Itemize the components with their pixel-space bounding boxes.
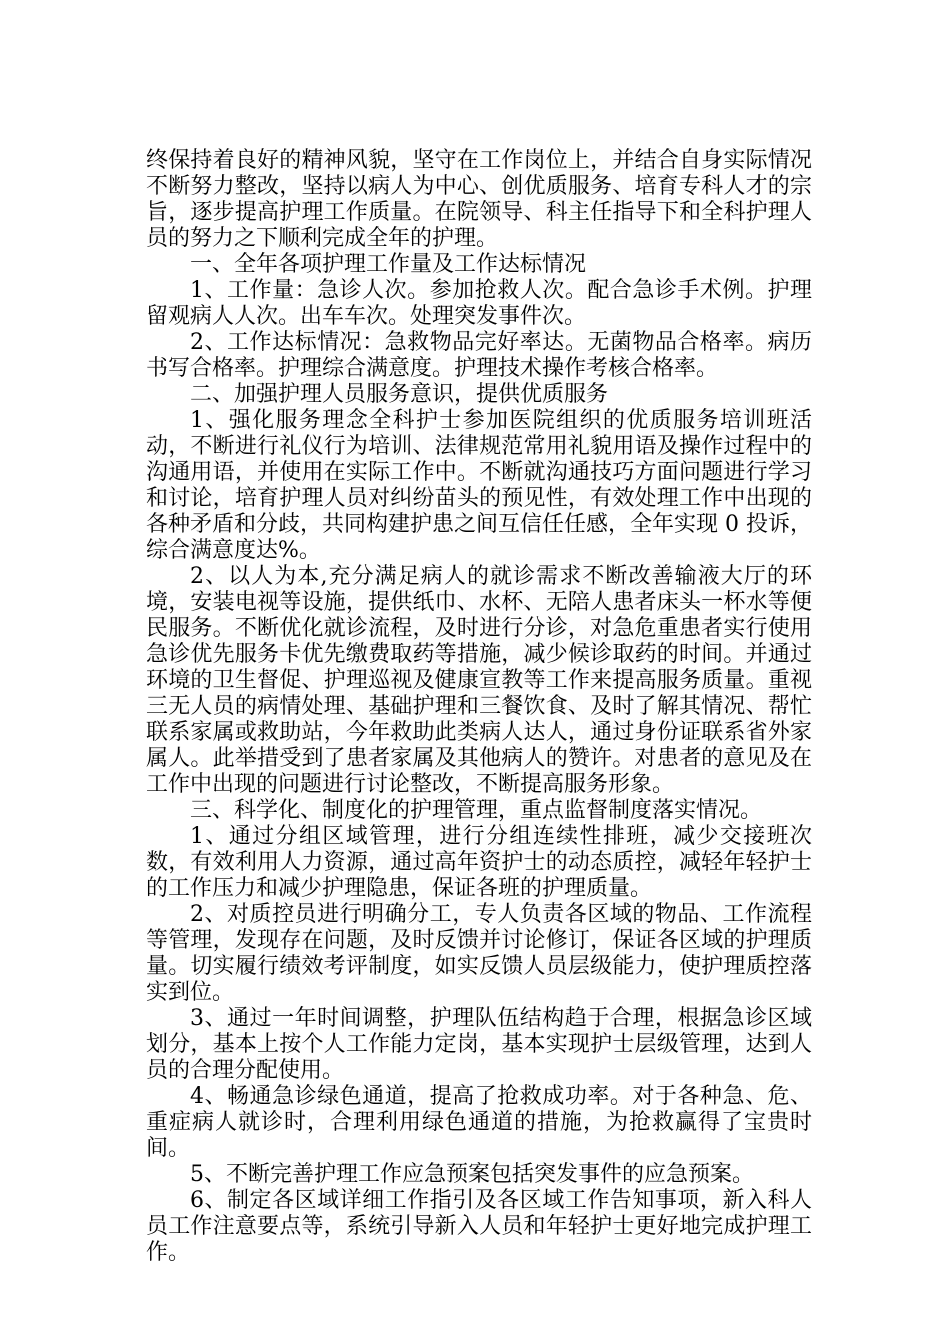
paragraph-2-2: 2、以人为本,充分满足病人的就诊需求不断改善输液大厅的环境，安装电视等设施，提供纸巾、水杯、无陪人患者床头一杯水等便民服务。不断优化就诊流程，及时进行分诊，对急危重患者实行使用急诊优先服务卡优先缴费取药等措施，减少候诊取药的时间。并通过环境的卫生督促、护理巡视及健康宣教等工作来提高服务质量。重视三无人员的病情处理、基础护理和三餐饮食、及时了解其情况、帮忙联系家属或救助站，今年救助此类病人达人，通过身份证联系省外家属人。此举措受到了患者家属及其他病人的赞许。对患者的意见及在工作中出现的问题进行讨论整改，不断提高服务形象。 (146, 564, 812, 797)
section-heading-3: 三、科学化、制度化的护理管理，重点监督制度落实情况。 (190, 798, 763, 823)
section-heading-2: 二、加强护理人员服务意识，提供优质服务 (190, 382, 609, 407)
paragraph-3-6: 6、制定各区域详细工作指引及各区域工作告知事项，新入科人员工作注意要点等，系统引导新入人员和年轻护士更好地完成护理工作。 (146, 1188, 812, 1265)
paragraph-1-2: 2、工作达标情况：急救物品完好率达。无菌物品合格率。病历书写合格率。护理综合满意度。护理技术操作考核合格率。 (146, 330, 812, 381)
paragraph-1-1: 1、工作量：急诊人次。参加抢救人次。配合急诊手术例。护理留观病人人次。出车车次。处理突发事件次。 (146, 278, 812, 329)
paragraph-3-3: 3、通过一年时间调整，护理队伍结构趋于合理，根据急诊区域划分，基本上按个人工作能力定岗，基本实现护士层级管理，达到人员的合理分配使用。 (146, 1006, 812, 1083)
paragraph-2-1: 1、强化服务理念全科护士参加医院组织的优质服务培训班活动，不断进行礼仪行为培训、法律规范常用礼貌用语及操作过程中的沟通用语，并使用在实际工作中。不断就沟通技巧方面问题进行学习和讨论，培育护理人员对纠纷苗头的预见性，有效处理工作中出现的各种矛盾和分歧，共同构建护患之间互信任任感，全年实现 0 投诉，综合满意度达%。 (146, 408, 812, 563)
paragraph-intro: 终保持着良好的精神风貌，坚守在工作岗位上，并结合自身实际情况不断努力整改，坚持以病人为中心、创优质服务、培育专科人才的宗旨，逐步提高护理工作质量。在院领导、科主任指导下和全科护理人员的努力之下顺利完成全年的护理。 (146, 148, 812, 251)
paragraph-3-4: 4、畅通急诊绿色通道，提高了抢救成功率。对于各种急、危、重症病人就诊时，合理利用绿色通道的措施，为抢救赢得了宝贵时间。 (146, 1084, 812, 1161)
paragraph-3-5: 5、不断完善护理工作应急预案包括突发事件的应急预案。 (190, 1162, 754, 1187)
section-heading-1: 一、全年各项护理工作量及工作达标情况 (190, 252, 587, 277)
document-body (146, 148, 812, 1266)
paragraph-3-2: 2、对质控员进行明确分工，专人负责各区域的物品、工作流程等管理，发现存在问题，及时反馈并讨论修订，保证各区域的护理质量。切实履行绩效考评制度，如实反馈人员层级能力，使护理质控落实到位。 (146, 902, 812, 1005)
paragraph-3-1: 1、通过分组区域管理，进行分组连续性排班，减少交接班次数，有效利用人力资源，通过高年资护士的动态质控，减轻年轻护士的工作压力和减少护理隐患，保证各班的护理质量。 (146, 824, 812, 901)
